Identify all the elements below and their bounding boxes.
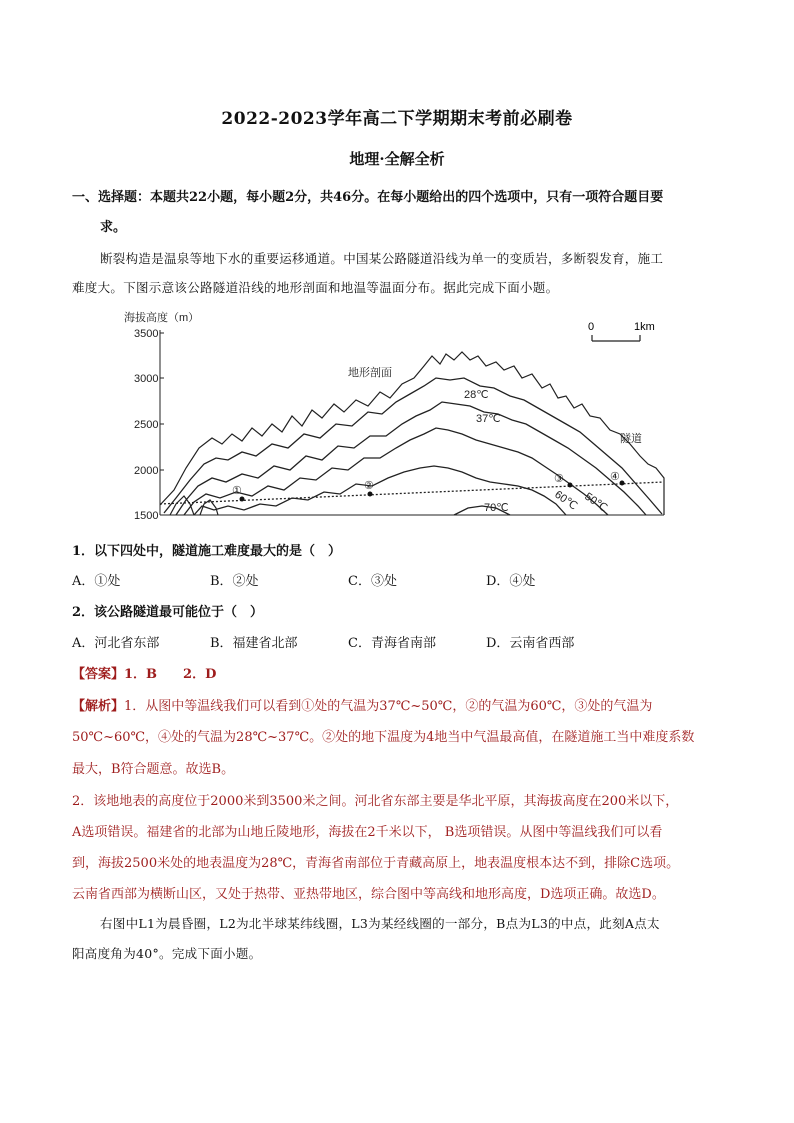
isotherm-50-label: 50℃ (582, 490, 610, 515)
scale-bar (588, 321, 655, 341)
question-1-option-b: B．②处 (210, 574, 259, 589)
question-2-option-a: A．河北省东部 (72, 636, 160, 651)
y-tick-2000: 2000 (134, 465, 159, 477)
point-3-label: ③ (554, 473, 564, 485)
analysis-line-6: 到，海拔2500米处的地表温度为28℃，青海省南部位于青藏高原上，地表温度根本达不到，排除C选项。 (72, 856, 680, 871)
analysis-line-2: 50℃~60℃，④处的气温为28℃~37℃。②处的地下温度为4地当中气温最高值，在隧道施工当中难度系数 (72, 730, 695, 745)
scale-km: 1km (634, 321, 655, 333)
y-axis-label: 海拔高度（m） (124, 312, 200, 324)
isotherm-28-label: 28℃ (464, 389, 489, 401)
y-tick-3000: 3000 (134, 373, 159, 385)
terrain-isotherm-figure (124, 308, 669, 523)
isotherm-37-label: 37℃ (476, 413, 501, 425)
page-subtitle: 地理·全解全析 (349, 150, 445, 168)
section-instruction-line2: 求。 (100, 220, 127, 235)
scale-zero: 0 (588, 321, 595, 333)
point-1-label: ① (232, 485, 242, 497)
section-instruction-line1: 一、选择题：本题共22小题，每小题2分，共46分。在每小题给出的四个选项中，只有一项符合题目要 (72, 190, 664, 205)
question-1-option-c: C．③处 (348, 574, 397, 589)
answer-line (72, 663, 216, 682)
point-2-label: ② (364, 480, 374, 492)
isotherm-60-label: 60℃ (552, 488, 580, 513)
y-tick-3500: 3500 (134, 328, 159, 340)
question-2-option-b: B．福建省北部 (210, 636, 298, 651)
analysis-line-3: 最大，B符合题意。故选B。 (72, 762, 235, 777)
passage2-line1: 右图中L1为晨昏圈，L2为北半球某纬线圈，L3为某经线圈的一部分，B点为L3的中点，此刻A点太 (100, 916, 660, 931)
terrain-profile-label: 地形剖面 (348, 367, 392, 379)
question-1-option-a: A．①处 (72, 574, 121, 589)
question-2-stem: 2．该公路隧道最可能位于（ ） (72, 605, 264, 620)
isotherm-37 (176, 402, 646, 515)
passage1-line1: 断裂构造是温泉等地下水的重要运移通道。中国某公路隧道沿线为单一的变质岩，多断裂发育，施工 (100, 251, 664, 266)
tunnel-label: 隧道 (620, 433, 642, 445)
question-2-option-d: D．云南省西部 (486, 636, 575, 651)
analysis-label: 【解析】 (72, 699, 125, 714)
analysis-line-1 (72, 695, 652, 714)
point-4-label: ④ (610, 471, 620, 483)
answer-text: 1．B 2．D (124, 667, 217, 682)
y-tick-2500: 2500 (134, 419, 159, 431)
isotherm-50 (184, 428, 608, 515)
question-1-stem: 1．以下四处中，隧道施工难度最大的是（ ） (72, 544, 342, 559)
analysis-line-7: 云南省西部为横断山区，又处于热带、亚热带地区，综合图中等高线和地形高度，D选项正确。故选D。 (72, 887, 665, 902)
analysis-line-4: 2．该地地表的高度位于2000米到3500米之间。河北省东部主要是华北平原，其海拔高度在200米以下， (72, 794, 679, 809)
answer-label: 【答案】 (72, 667, 125, 682)
passage2-line2: 阳高度角为40°。完成下面小题。 (72, 946, 262, 961)
question-2-option-c: C．青海省南部 (348, 636, 436, 651)
isotherm-70-label: 70℃ (484, 502, 509, 514)
question-1-option-d: D．④处 (486, 574, 536, 589)
analysis-line-5: A选项错误。福建省的北部为山地丘陵地形，海拔在2千米以下， B选项错误。从图中等温线我们可以看 (72, 825, 663, 840)
isotherm-60 (194, 466, 566, 515)
y-tick-1500: 1500 (134, 510, 159, 522)
passage1-line2: 难度大。下图示意该公路隧道沿线的地形剖面和地温等温面分布。据此完成下面小题。 (72, 280, 559, 295)
page-title: 2022-2023学年高二下学期期末考前必刷卷 (221, 109, 573, 129)
analysis-text-1: 1．从图中等温线我们可以看到①处的气温为37℃~50℃，②的气温为60℃，③处的气温为 (124, 699, 653, 714)
